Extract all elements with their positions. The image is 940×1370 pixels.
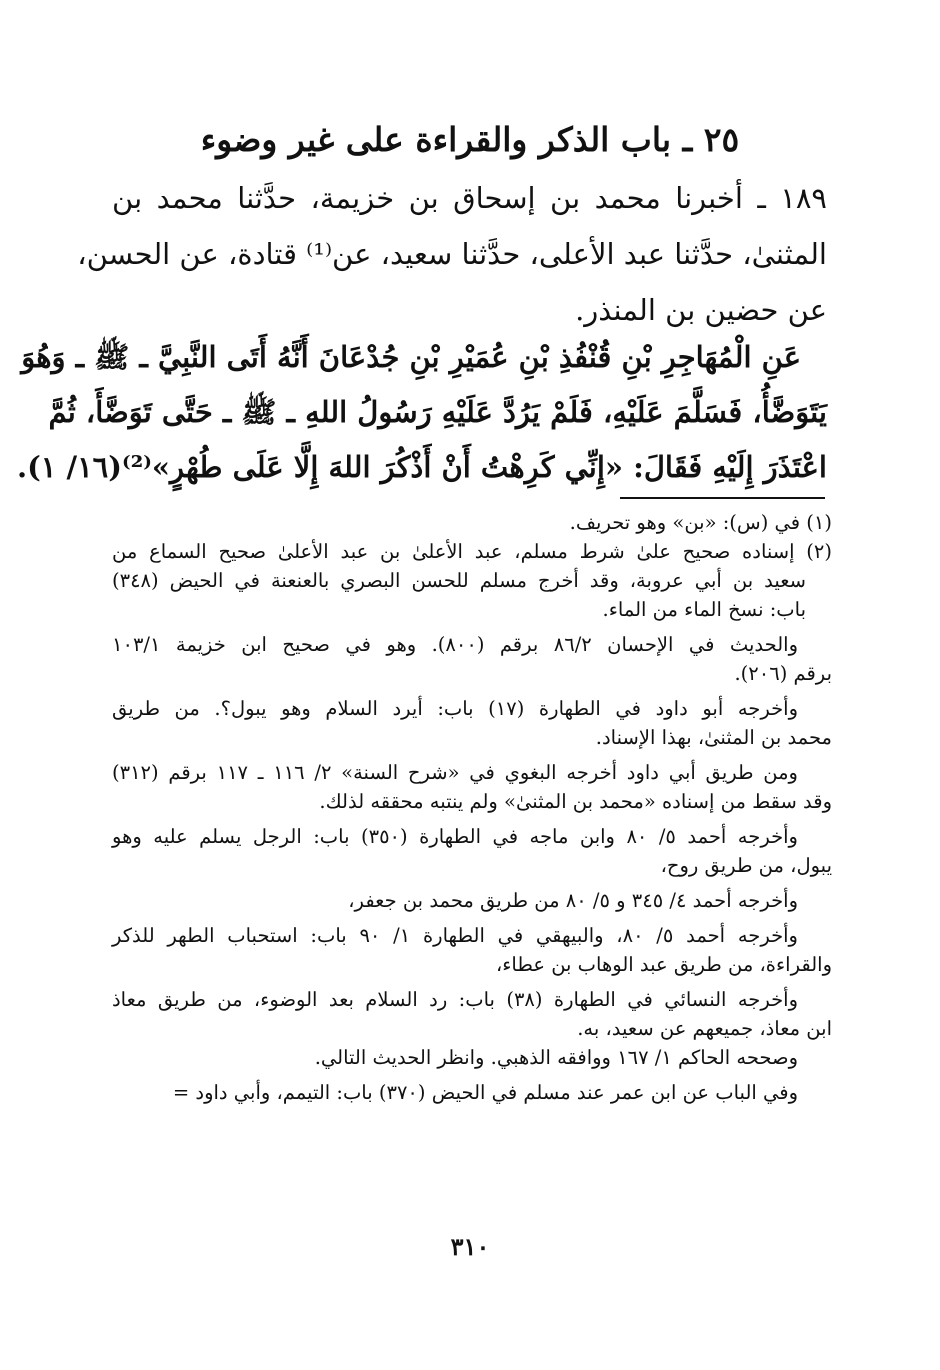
page-number: ٣١٠ [450,1232,490,1261]
footnote-line: وفي الباب عن ابن عمر عند مسلم في الحيض (٣٧٠) باب: التيمم، وأبي داود = [172,1081,798,1104]
footnote-line: وأخرجه النسائي في الطهارة (٣٨) باب: رد السلام بعد الوضوء، من طريق معاذ [112,988,798,1011]
footnote-divider [620,497,825,499]
footnote-line: (١) في (س): «بن» وهو تحريف. [569,511,832,534]
footnotes [112,508,832,1107]
hadith-line: عَنِ الْمُهَاجِرِ بْنِ قُنْفُذِ بْنِ عُمَيْرِ بْنِ جُدْعَانَ أَنَّهُ أَتَى النَّبِيَّ ـ ﷺ ـ وَهُوَ [21,340,801,374]
footnote-line: وأخرجه أحمد ٥/ ٨٠ وابن ماجه في الطهارة (٣٥٠) باب: الرجل يسلم عليه وهو [112,825,798,848]
footnote-line: وأخرجه أحمد ٤/ ٣٤٥ و ٥/ ٨٠ من طريق محمد بن جعفر، [348,889,798,912]
footnote-line: محمد بن المثنىٰ، بهذا الإسناد. [595,726,832,749]
hadith-line: اعْتَذَرَ إِلَيْهِ فَقَالَ: «إِنِّي كَرِهْتُ أَنْ أَذْكُرَ اللهَ إِلَّا عَلَى طُهْرٍ»⁽²⁾(١٦/ ١). [16,450,827,484]
hadith-text [16,330,827,495]
footnote-line: وصححه الحاكم ١/ ١٦٧ ووافقه الذهبي. وانظر الحديث التالي. [314,1046,798,1069]
footnote-line: والقراءة، من طريق عبد الوهاب بن عطاء، [495,953,832,976]
footnote-line: وأخرجه أبو داود في الطهارة (١٧) باب: أيرد السلام وهو يبول؟. من طريق [112,697,798,720]
hadith-line: يَتَوَضَّأُ، فَسَلَّمَ عَلَيْهِ، فَلَمْ يَرُدَّ عَلَيْهِ رَسُولُ اللهِ ـ ﷺ ـ حَتَّى تَوَضَّأَ، ثُمَّ [48,395,827,429]
footnote-line: (٢) إسناده صحيح علىٰ شرط مسلم، عبد الأعلىٰ بن عبد الأعلىٰ صحيح السماع من [112,540,832,563]
footnote-line: برقم (٢٠٦). [734,662,832,685]
chain-line: ١٨٩ ـ أخبرنا محمد بن إسحاق بن خزيمة، حدَّثنا محمد بن [112,181,827,215]
hadith-chain [77,170,827,338]
footnote-line: سعيد بن أبي عروبة، وقد أخرج مسلم للحسن البصري بالعنعنة في الحيض (٣٤٨) [112,569,806,592]
chapter-title: ٢٥ ـ باب الذكر والقراءة على غير وضوء [200,120,740,159]
footnote-line: ابن معاذ، جميعهم عن سعيد، به. [577,1017,832,1040]
footnote-line: والحديث في الإحسان ٨٦/٢ برقم (٨٠٠). وهو في صحيح ابن خزيمة ١٠٣/١ [112,633,798,656]
chain-line: عن حضين بن المنذر. [575,293,827,327]
footnote-line: وقد سقط من إسناده «محمد بن المثنىٰ» ولم ينتبه محققه لذلك. [319,790,832,813]
footnote-line: باب: نسخ الماء من الماء. [602,598,806,621]
chain-line: المثنىٰ، حدَّثنا عبد الأعلى، حدَّثنا سعيد، عن⁽¹⁾ قتادة، عن الحسن، [77,237,827,271]
footnote-line: ومن طريق أبي داود أخرجه البغوي في «شرح السنة» ٢/ ١١٦ ـ ١١٧ برقم (٣١٢) [112,761,798,784]
footnote-line: يبول، من طريق روح، [660,854,832,877]
footnote-line: وأخرجه أحمد ٥/ ٨٠، والبيهقي في الطهارة ١/ ٩٠ باب: استحباب الطهر للذكر [112,924,798,947]
